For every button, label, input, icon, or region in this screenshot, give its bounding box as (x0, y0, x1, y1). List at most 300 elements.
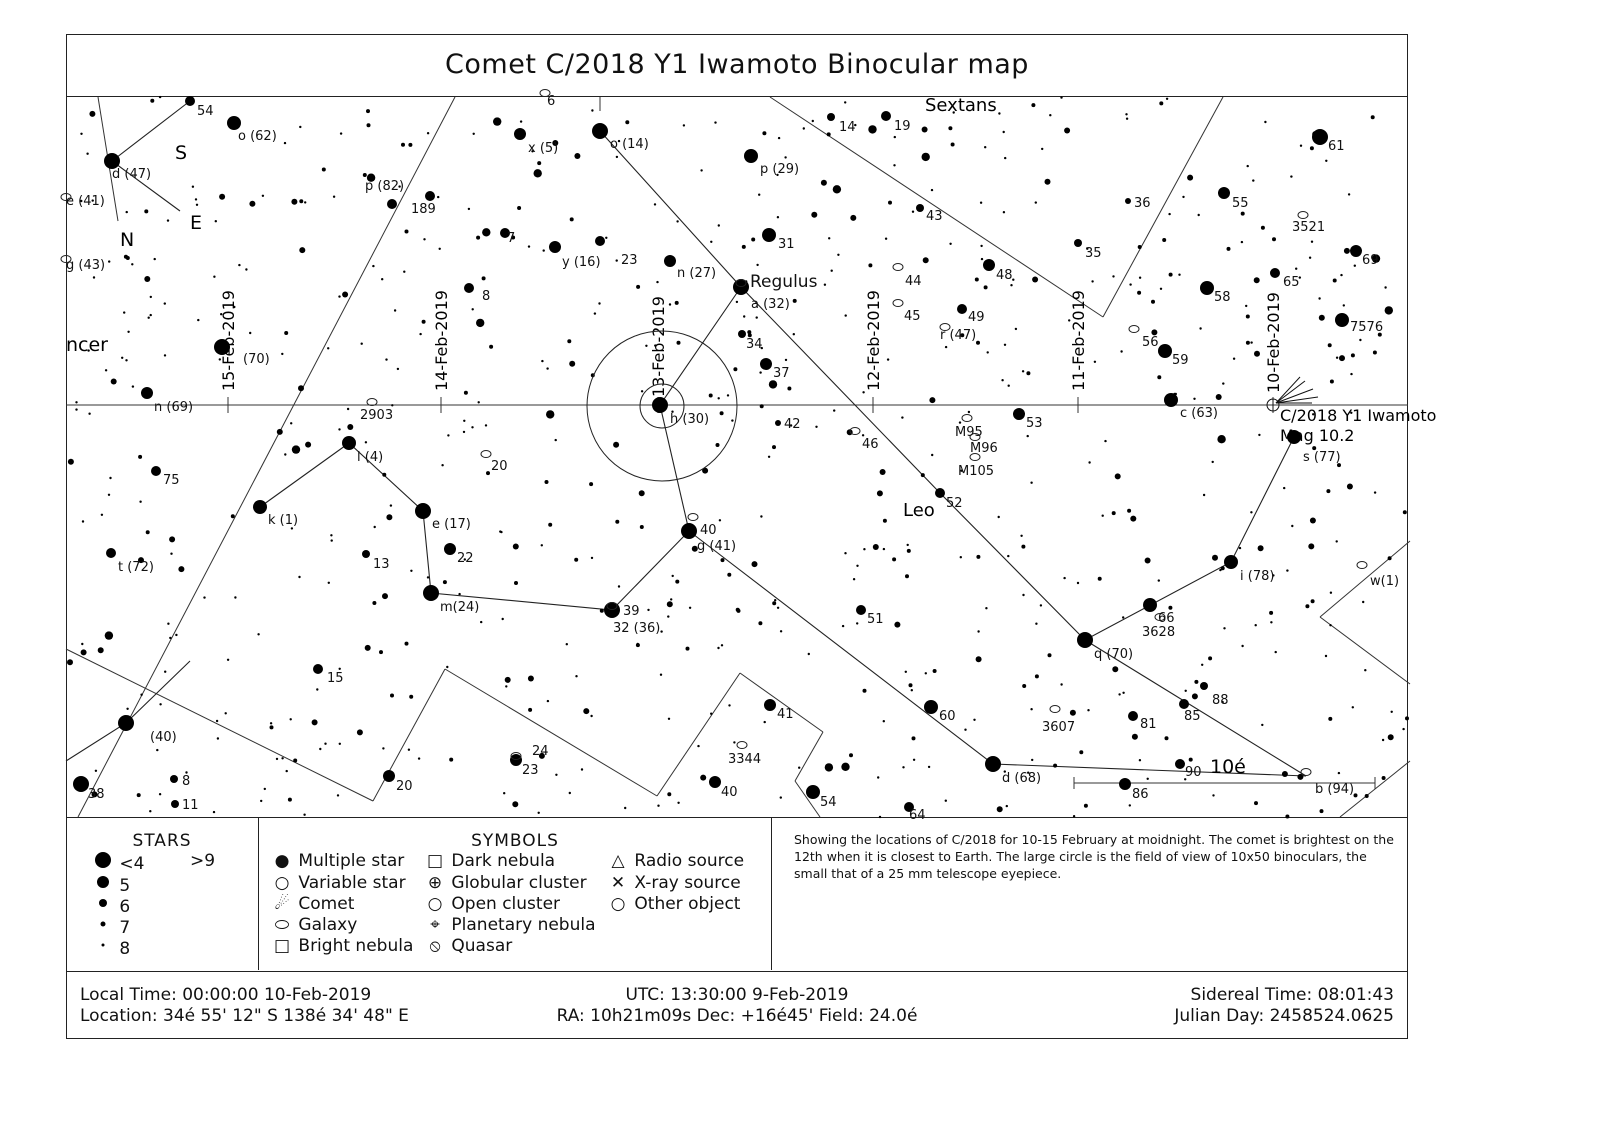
star-label: 24 (532, 744, 549, 759)
star (1125, 113, 1127, 115)
star-label: 52 (946, 496, 963, 511)
symbol-label: Other object (634, 894, 741, 914)
star (1008, 385, 1010, 387)
star (677, 341, 681, 345)
star (304, 201, 306, 203)
star (485, 424, 487, 426)
star (1328, 343, 1332, 347)
named-star (1335, 313, 1349, 327)
star-label: 55 (1232, 196, 1249, 211)
star (1300, 145, 1302, 147)
boundary-line (1320, 617, 1410, 684)
star (408, 749, 410, 751)
star (760, 404, 764, 408)
star (386, 514, 392, 520)
star (574, 153, 580, 159)
named-star (775, 420, 781, 426)
star (150, 314, 152, 316)
star-label: 88 (1212, 693, 1229, 708)
star (125, 359, 127, 361)
star (925, 672, 927, 674)
star (1320, 809, 1324, 813)
star (262, 195, 264, 197)
star (382, 593, 388, 599)
star (1166, 98, 1168, 100)
named-star (1125, 198, 1131, 204)
star (984, 285, 988, 289)
named-star (957, 304, 967, 314)
star (968, 411, 970, 413)
star (636, 285, 640, 289)
star (1227, 247, 1231, 251)
star (737, 609, 741, 613)
star (883, 519, 887, 523)
star (856, 622, 858, 624)
star (719, 519, 721, 521)
star (1275, 651, 1277, 653)
star (1348, 193, 1350, 195)
star (798, 767, 800, 769)
star-label: 43 (926, 209, 943, 224)
star (772, 445, 776, 449)
star (721, 558, 725, 562)
star-label: e (41) (66, 194, 105, 209)
star (1310, 146, 1314, 150)
star (856, 565, 858, 567)
star (500, 531, 502, 533)
star-label: 19 (894, 119, 911, 134)
star-mag-7-icon (92, 915, 114, 938)
constellation-line (260, 287, 741, 610)
star-label: i (78) (1240, 569, 1275, 584)
star (270, 725, 274, 729)
named-star (916, 204, 924, 212)
star (363, 173, 367, 177)
star (1391, 711, 1393, 713)
symbols-title: SYMBOLS (471, 831, 559, 851)
star (689, 607, 691, 609)
star (1127, 509, 1131, 513)
star-label: 81 (1140, 717, 1157, 732)
star (892, 557, 896, 561)
named-star (423, 585, 439, 601)
star-label: 8 (482, 289, 491, 304)
star-mag-label: 7 (119, 918, 131, 938)
star-map-svg (66, 94, 1437, 823)
star-label: y (16) (562, 255, 601, 270)
star (213, 276, 215, 278)
star-label: h (30) (670, 412, 710, 427)
star (1122, 616, 1124, 618)
star (512, 801, 518, 807)
star (277, 429, 283, 435)
star (931, 454, 933, 456)
star (589, 482, 593, 486)
star (249, 201, 255, 207)
galaxy-icon: ⬭ (274, 915, 290, 935)
star (905, 574, 909, 578)
star (1350, 373, 1352, 375)
star (164, 302, 166, 304)
star (1070, 710, 1076, 716)
star-label: 38 (88, 787, 105, 802)
star (1040, 604, 1042, 606)
deep-sky-object-icon (962, 415, 972, 422)
deep-sky-object-icon (1050, 706, 1060, 713)
star (987, 351, 989, 353)
star (1031, 103, 1035, 107)
star (299, 247, 305, 253)
star-label: 44 (905, 274, 922, 289)
star (1160, 288, 1162, 290)
star-label: r (47) (940, 328, 977, 343)
star (902, 766, 904, 768)
star (1352, 706, 1354, 708)
named-star (253, 500, 267, 514)
star (1079, 750, 1083, 754)
star (762, 131, 766, 135)
multiple-star-icon: ● (274, 851, 290, 871)
star (618, 585, 620, 587)
star (815, 426, 817, 428)
deep-sky-object-icon (737, 742, 747, 749)
star (616, 259, 618, 261)
star (873, 544, 879, 550)
star (1022, 370, 1024, 372)
star (121, 357, 123, 359)
star-label: 8 (182, 774, 191, 789)
star (613, 442, 619, 448)
star (1330, 380, 1334, 384)
star (717, 647, 719, 649)
star (132, 385, 134, 387)
star (842, 625, 844, 627)
star (600, 609, 604, 613)
named-star (681, 523, 697, 539)
star (1147, 778, 1149, 780)
star (583, 708, 589, 714)
star (1022, 594, 1024, 596)
comet-icon: ☄ (274, 894, 290, 914)
star (1165, 736, 1169, 740)
star (1035, 623, 1037, 625)
star (1333, 279, 1337, 283)
legend (66, 817, 1408, 970)
star (1283, 487, 1285, 489)
star (394, 309, 396, 311)
star (1385, 306, 1393, 314)
star-label: 13 (373, 557, 390, 572)
globular-cluster-icon: ⊕ (427, 873, 443, 893)
star-label: q (70) (1094, 647, 1134, 662)
star (1178, 274, 1180, 276)
star-label: 41 (777, 707, 794, 722)
star (1325, 655, 1327, 657)
star (108, 494, 110, 496)
star (468, 208, 470, 210)
star (178, 566, 184, 572)
sidereal-time: Sidereal Time: 08:01:43 (1190, 985, 1394, 1005)
star (385, 358, 387, 360)
named-star (806, 785, 820, 799)
star (505, 677, 511, 683)
star (1254, 351, 1260, 357)
bright-nebula-icon: □ (273, 936, 291, 956)
star (672, 575, 674, 577)
star (933, 669, 937, 673)
chart-title: Comet C/2018 Y1 Iwamoto Binocular map (445, 49, 1029, 80)
star (517, 206, 521, 210)
x-ray-source-icon: ✕ (610, 873, 626, 893)
star (288, 798, 292, 802)
star (169, 536, 175, 542)
star (778, 137, 780, 139)
deep-sky-object-icon (367, 399, 377, 406)
star-label: 45 (904, 309, 921, 324)
constellation-name: ncer (66, 334, 108, 356)
named-star (1158, 344, 1172, 358)
star (111, 379, 117, 385)
deep-sky-object-icon (893, 300, 903, 307)
star-label: 15 (327, 671, 344, 686)
named-star (595, 236, 605, 246)
star (1340, 274, 1342, 276)
star (493, 117, 501, 125)
star (471, 426, 473, 428)
radio-source-icon: △ (611, 851, 625, 871)
star (759, 371, 761, 373)
star (998, 516, 1000, 518)
star-label: 3344 (728, 752, 762, 767)
star (197, 319, 199, 321)
star (1339, 355, 1345, 361)
star (192, 186, 194, 188)
star (409, 695, 413, 699)
star (1087, 709, 1089, 711)
star-label: l (4) (357, 450, 384, 465)
star (1216, 394, 1222, 400)
star (1252, 179, 1254, 181)
comet-label: C/2018 Y1 Iwamoto (1280, 406, 1437, 425)
star (887, 358, 889, 360)
star (231, 514, 235, 518)
star (911, 689, 913, 691)
star (1118, 693, 1120, 695)
star (1022, 684, 1026, 688)
star (298, 385, 304, 391)
star-label: c (63) (1180, 406, 1218, 421)
scale-label: 10é (1210, 756, 1246, 778)
star (1112, 511, 1116, 515)
date-label: 11-Feb-2019 (1069, 290, 1088, 391)
star-label: 14 (839, 120, 856, 135)
star (1247, 165, 1249, 167)
star (1382, 776, 1386, 780)
date-label: 14-Feb-2019 (432, 290, 451, 391)
star (1311, 241, 1313, 243)
star (1064, 128, 1070, 134)
star (922, 153, 930, 161)
star-label: 59 (1172, 353, 1189, 368)
star (327, 347, 329, 349)
star (894, 136, 896, 138)
named-star (171, 800, 179, 808)
star (1269, 611, 1273, 615)
star (569, 361, 575, 367)
star (590, 715, 592, 717)
star (1145, 558, 1151, 564)
star (1384, 286, 1386, 288)
star (150, 99, 154, 103)
star (1388, 734, 1394, 740)
star (1187, 175, 1193, 181)
star (774, 599, 776, 601)
star (1261, 724, 1263, 726)
star (257, 633, 259, 635)
star (131, 263, 133, 265)
star-label: 6 (547, 94, 556, 109)
star (1354, 793, 1358, 797)
star (1305, 604, 1309, 608)
star (1246, 341, 1250, 345)
star (520, 120, 522, 122)
star-label: 66 (1158, 611, 1175, 626)
star (1246, 315, 1250, 319)
named-star (464, 283, 474, 293)
star (913, 759, 915, 761)
legend-symbols (259, 817, 772, 970)
star (616, 156, 618, 158)
star-label: n (69) (154, 400, 194, 415)
star (921, 473, 925, 477)
star (238, 264, 240, 266)
star (1077, 582, 1079, 584)
star (1006, 805, 1008, 807)
star (1329, 624, 1331, 626)
star (785, 359, 787, 361)
star (647, 609, 649, 611)
star (340, 132, 342, 134)
star (868, 125, 876, 133)
star (219, 194, 225, 200)
star (1003, 131, 1005, 133)
star (482, 276, 486, 280)
star (1041, 148, 1043, 150)
star (1330, 592, 1332, 594)
star (984, 146, 986, 148)
star-label: 23 (621, 253, 638, 268)
star (1129, 283, 1131, 285)
star (137, 793, 141, 797)
star (700, 169, 702, 171)
star (167, 623, 169, 625)
star (667, 601, 673, 607)
star-label: 20 (491, 459, 508, 474)
star (948, 126, 952, 130)
star (1311, 599, 1315, 603)
star (675, 580, 679, 584)
star-label: 31 (778, 237, 795, 252)
star (1026, 371, 1030, 375)
star (225, 712, 227, 714)
star (1254, 801, 1258, 805)
star (837, 254, 839, 256)
star (1295, 268, 1297, 270)
star (636, 643, 640, 647)
star (514, 581, 518, 585)
star (1126, 118, 1128, 120)
star (931, 189, 933, 191)
named-star (185, 96, 195, 106)
named-star (313, 664, 323, 674)
star (1241, 241, 1243, 243)
star (538, 812, 540, 814)
legend-stars (66, 817, 259, 970)
named-star (738, 330, 746, 338)
star-label: n (27) (677, 266, 717, 281)
star (422, 320, 426, 324)
star (1004, 157, 1006, 159)
star (339, 743, 341, 745)
star (777, 216, 779, 218)
star (1162, 238, 1166, 242)
star (675, 301, 679, 305)
star (1003, 211, 1005, 213)
star (1365, 794, 1369, 798)
ra-dec-field: RA: 10h21m09s Dec: +16é45' Field: 24.0é (556, 1006, 918, 1026)
star (543, 249, 545, 251)
star (1032, 277, 1038, 283)
star (427, 132, 429, 134)
star (75, 408, 77, 410)
star-label: 3521 (1292, 220, 1326, 235)
star (298, 576, 300, 578)
named-star (983, 259, 995, 271)
star (863, 689, 867, 693)
star (101, 514, 103, 516)
star (905, 671, 907, 673)
star (169, 637, 171, 639)
star (997, 806, 1003, 812)
star (276, 758, 278, 760)
variable-star-icon: ○ (274, 873, 290, 893)
star (443, 580, 447, 584)
star (382, 473, 386, 477)
star-label: 20 (396, 779, 413, 794)
star (140, 694, 142, 696)
star-label: 49 (968, 310, 985, 325)
star (164, 354, 166, 356)
star (1088, 461, 1090, 463)
star (167, 219, 169, 221)
star (669, 303, 671, 305)
star (126, 256, 130, 260)
star (331, 539, 333, 541)
star (1212, 555, 1218, 561)
star (486, 471, 490, 475)
star (109, 477, 111, 479)
star-label: o (62) (238, 129, 277, 144)
star (1373, 351, 1377, 355)
star-label: 37 (773, 366, 790, 381)
star (922, 127, 928, 133)
star (710, 241, 712, 243)
star (1104, 440, 1106, 442)
deep-sky-object-icon (688, 514, 698, 521)
star (1001, 379, 1003, 381)
star (1250, 511, 1252, 513)
star (1098, 577, 1102, 581)
